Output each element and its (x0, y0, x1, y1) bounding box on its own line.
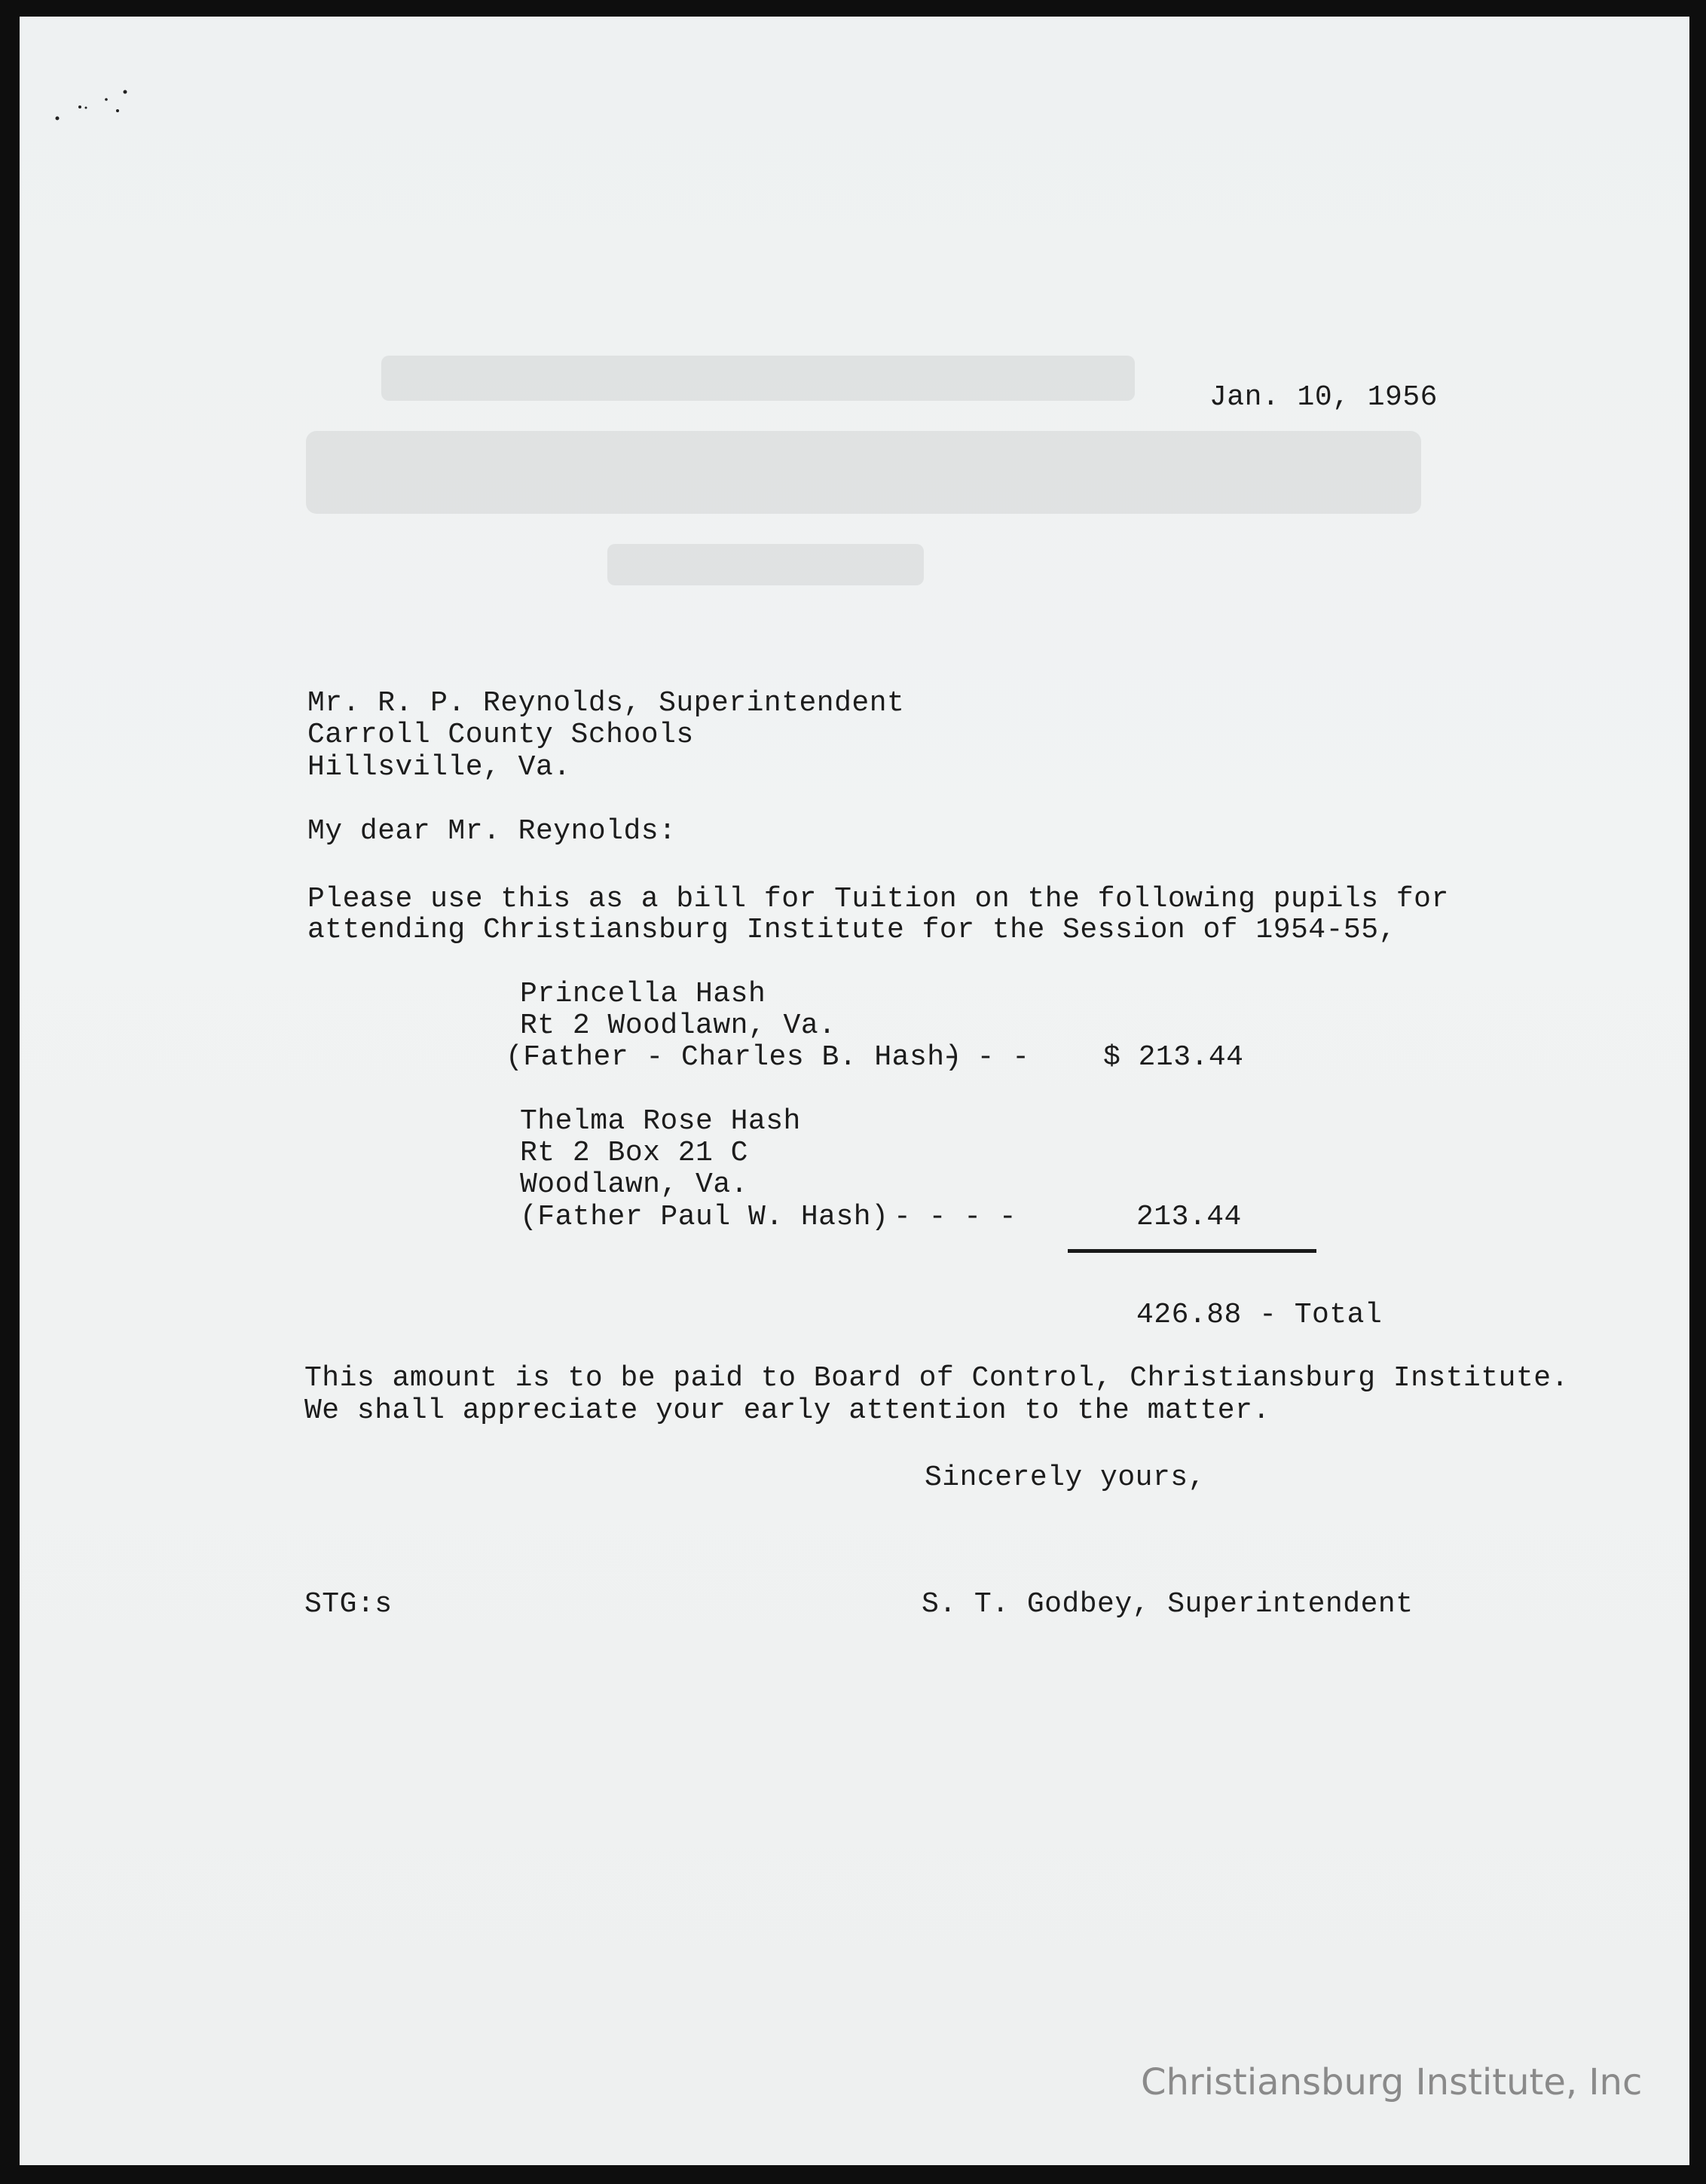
typist-initials: STG:s (304, 1588, 393, 1620)
body-intro-line-2: attending Christiansburg Institute for the Session of 1954-55, (307, 914, 1396, 946)
pupil-1-name: Princella Hash (520, 978, 766, 1010)
pupil-1-dashes: - - - (942, 1041, 1030, 1074)
watermark: Christiansburg Institute, Inc (1141, 2061, 1643, 2103)
pupil-1-address: Rt 2 Woodlawn, Va. (520, 1010, 836, 1042)
pupil-2-city: Woodlawn, Va. (520, 1168, 748, 1201)
body-intro-line-1: Please use this as a bill for Tuition on the following pupils for (307, 883, 1449, 915)
paper-specks (50, 84, 140, 130)
closing: Sincerely yours, (925, 1462, 1206, 1494)
recipient-organization: Carroll County Schools (307, 719, 694, 751)
letter-page (20, 17, 1689, 2165)
pupil-1-father: (Father - Charles B. Hash) (506, 1041, 962, 1074)
salutation: My dear Mr. Reynolds: (307, 815, 677, 848)
total-amount: 426.88 - Total (1136, 1299, 1383, 1331)
letter-date: Jan. 10, 1956 (1209, 381, 1438, 414)
closing-body-line-1: This amount is to be paid to Board of Control, Christiansburg Institute. (304, 1362, 1569, 1394)
recipient-name: Mr. R. P. Reynolds, Superintendent (307, 687, 905, 719)
pupil-2-address: Rt 2 Box 21 C (520, 1137, 748, 1169)
pupil-2-amount: 213.44 (1136, 1201, 1242, 1233)
recipient-city: Hillsville, Va. (307, 751, 571, 783)
pupil-2-name: Thelma Rose Hash (520, 1105, 801, 1138)
signature-line: S. T. Godbey, Superintendent (922, 1588, 1414, 1620)
pupil-2-father: (Father Paul W. Hash) (520, 1201, 889, 1233)
pupil-2-dashes: - - - - (894, 1201, 1017, 1233)
closing-body-line-2: We shall appreciate your early attention to the matter. (304, 1394, 1270, 1427)
pupil-1-amount: $ 213.44 (1103, 1041, 1244, 1074)
total-underline (1068, 1249, 1316, 1253)
